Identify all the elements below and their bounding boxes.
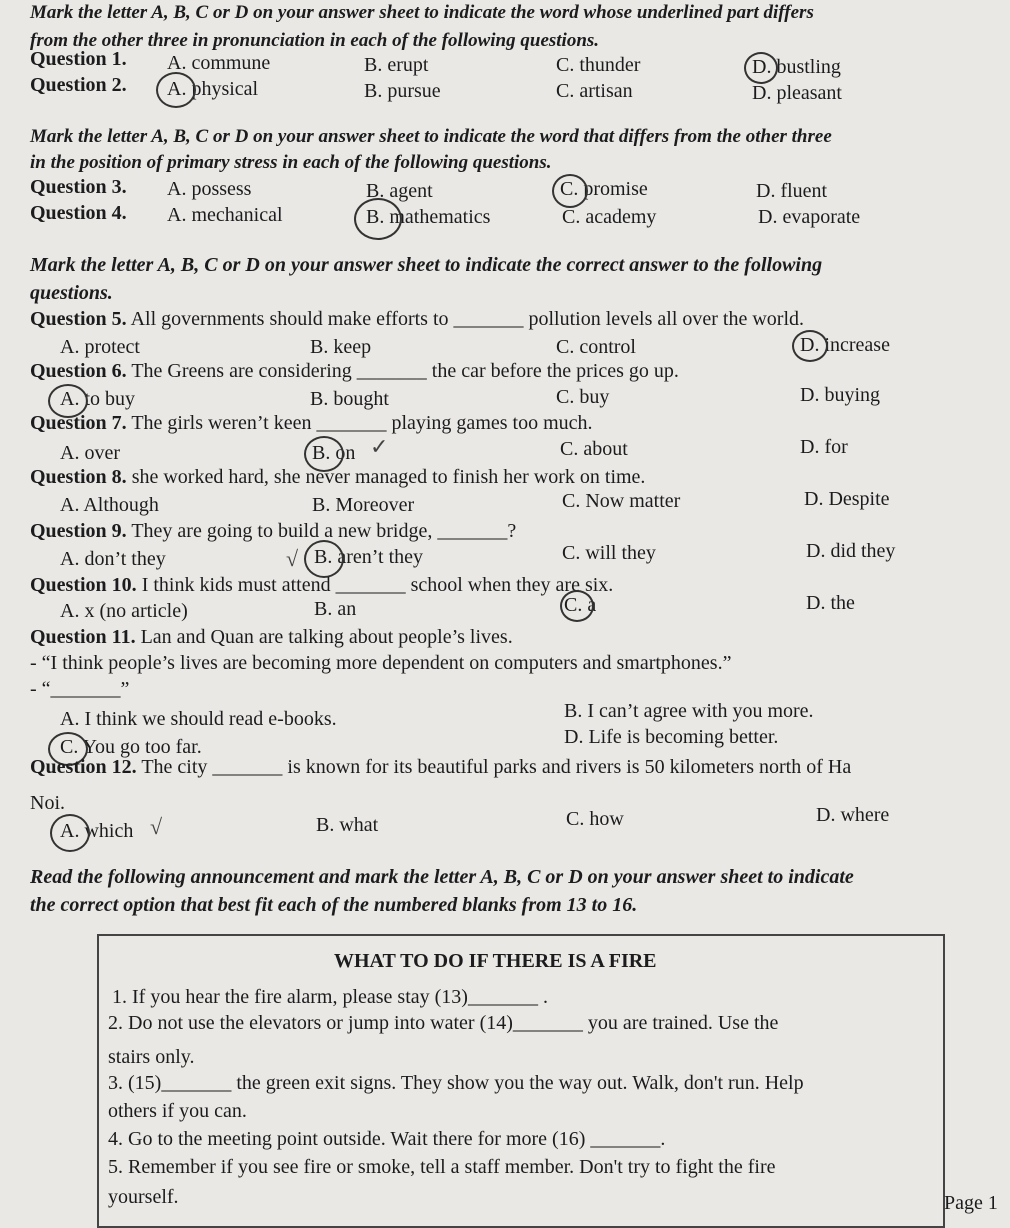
announcement-line-7: 5. Remember if you see fire or smoke, tell a staff member. Don't try to fight the fire bbox=[108, 1156, 776, 1178]
question-9-option-d[interactable]: D. did they bbox=[806, 540, 896, 562]
question-9-option-a[interactable]: A. don’t they bbox=[60, 548, 166, 570]
question-8-stem: she worked hard, she never managed to finish her work on time. bbox=[131, 466, 646, 488]
question-10-option-b[interactable]: B. an bbox=[314, 598, 357, 620]
answer-circle-q12 bbox=[50, 814, 90, 852]
answer-circle-q3 bbox=[552, 174, 588, 208]
question-10-option-a[interactable]: A. x (no article) bbox=[60, 600, 188, 622]
announcement-line-1: 1. If you hear the fire alarm, please stay (13)_______ . bbox=[112, 986, 548, 1008]
question-8-option-b[interactable]: B. Moreover bbox=[312, 494, 415, 516]
question-12-option-b[interactable]: B. what bbox=[316, 814, 379, 836]
question-11-option-c[interactable]: C. You go too far. bbox=[60, 736, 202, 758]
question-10-option-d[interactable]: D. the bbox=[806, 592, 855, 614]
checkmark-icon: ✓ bbox=[370, 434, 389, 459]
checkmark-icon-q9: √ bbox=[286, 546, 299, 571]
answer-circle-q9 bbox=[304, 540, 344, 578]
announcement-line-2: 2. Do not use the elevators or jump into water (14)_______ you are trained. Use the bbox=[108, 1012, 779, 1034]
answer-circle-q5 bbox=[792, 330, 828, 362]
question-10-label: Question 10. bbox=[30, 574, 137, 596]
question-12-option-c[interactable]: C. how bbox=[566, 808, 624, 830]
question-2-option-a[interactable]: A. physical bbox=[167, 78, 259, 100]
question-3-option-d[interactable]: D. fluent bbox=[756, 180, 828, 202]
question-3-option-a[interactable]: A. possess bbox=[167, 178, 252, 200]
instruction-reading-line1: Read the following announcement and mark the letter A, B, C or D on your answer sheet to indicate bbox=[30, 866, 854, 888]
question-7-option-d[interactable]: D. for bbox=[800, 436, 848, 458]
announcement-line-6: 4. Go to the meeting point outside. Wait there for more (16) _______. bbox=[108, 1128, 666, 1150]
question-4-option-c[interactable]: C. academy bbox=[562, 206, 657, 228]
question-2-option-b[interactable]: B. pursue bbox=[364, 80, 441, 102]
question-12-option-a[interactable]: A. which bbox=[60, 820, 134, 842]
question-11-dialogue-line1: - “I think people’s lives are becoming more dependent on computers and smartphones.” bbox=[30, 652, 732, 674]
question-1-option-c[interactable]: C. thunder bbox=[556, 54, 641, 76]
question-9-label: Question 9. bbox=[30, 520, 127, 542]
question-3-label: Question 3. bbox=[30, 176, 127, 198]
instruction-stress-line2: in the position of primary stress in each of the following questions. bbox=[30, 152, 552, 173]
instruction-correct-answer-line2: questions. bbox=[30, 282, 113, 304]
question-9-option-b[interactable]: B. aren’t they bbox=[314, 546, 424, 568]
answer-circle-q2 bbox=[156, 72, 196, 108]
question-8 bbox=[30, 466, 645, 489]
instruction-pronunciation-line1: Mark the letter A, B, C or D on your answer sheet to indicate the word whose underlined part differs bbox=[30, 2, 814, 23]
question-12-stem: The city _______ is known for its beautiful parks and rivers is 50 kilometers north of Ha bbox=[141, 756, 852, 778]
question-3-option-b[interactable]: B. agent bbox=[366, 180, 433, 202]
question-4-option-a[interactable]: A. mechanical bbox=[167, 204, 283, 226]
question-6-option-d[interactable]: D. buying bbox=[800, 384, 880, 406]
question-9-stem: They are going to build a new bridge, _______? bbox=[131, 520, 517, 542]
question-6-label: Question 6. bbox=[30, 360, 127, 382]
question-10-stem: I think kids must attend _______ school when they are six. bbox=[141, 574, 614, 596]
answer-circle-q10 bbox=[560, 590, 597, 622]
question-11-option-a[interactable]: A. I think we should read e-books. bbox=[60, 708, 337, 730]
question-11-label: Question 11. bbox=[30, 626, 136, 648]
question-5-label: Question 5. bbox=[30, 308, 127, 330]
announcement-line-4: 3. (15)_______ the green exit signs. They show you the way out. Walk, don't run. Help bbox=[108, 1072, 804, 1094]
question-11 bbox=[30, 626, 513, 649]
instruction-reading-line2: the correct option that best fit each of the numbered blanks from 13 to 16. bbox=[30, 894, 638, 916]
question-2-label: Question 2. bbox=[30, 74, 127, 96]
question-3-option-c[interactable]: C. promise bbox=[560, 178, 648, 200]
answer-circle-q1 bbox=[744, 52, 778, 84]
question-12 bbox=[30, 756, 851, 779]
question-4-label: Question 4. bbox=[30, 202, 127, 224]
question-10 bbox=[30, 574, 613, 597]
question-1-option-b[interactable]: B. erupt bbox=[364, 54, 429, 76]
question-5-option-b[interactable]: B. keep bbox=[310, 336, 372, 358]
question-6 bbox=[30, 360, 679, 383]
question-2-option-d[interactable]: D. pleasant bbox=[752, 82, 842, 104]
page-number: Page 1 bbox=[944, 1192, 998, 1214]
question-5-option-c[interactable]: C. control bbox=[556, 336, 636, 358]
question-5 bbox=[30, 308, 804, 331]
question-8-label: Question 8. bbox=[30, 466, 127, 488]
question-7-option-b[interactable]: B. on bbox=[312, 442, 356, 464]
question-6-option-b[interactable]: B. bought bbox=[310, 388, 389, 410]
announcement-line-8: yourself. bbox=[108, 1186, 179, 1208]
checkmark-icon-q12: √ bbox=[150, 814, 163, 839]
question-8-option-d[interactable]: D. Despite bbox=[804, 488, 890, 510]
announcement-line-5: others if you can. bbox=[108, 1100, 247, 1122]
question-12-option-d[interactable]: D. where bbox=[816, 804, 890, 826]
announcement-title: WHAT TO DO IF THERE IS A FIRE bbox=[334, 950, 657, 972]
instruction-pronunciation-line2: from the other three in pronunciation in each of the following questions. bbox=[30, 30, 600, 51]
question-5-stem: All governments should make efforts to _______ pollution levels all over the world. bbox=[130, 308, 805, 330]
question-12-stem-continued: Noi. bbox=[30, 792, 65, 814]
question-6-option-a[interactable]: A. to buy bbox=[60, 388, 135, 410]
question-10-option-c[interactable]: C. a bbox=[564, 594, 597, 616]
instruction-stress-line1: Mark the letter A, B, C or D on your answer sheet to indicate the word that differs from the other three bbox=[30, 126, 832, 147]
answer-circle-q4 bbox=[354, 198, 402, 240]
question-1-option-d[interactable]: D. bustling bbox=[752, 56, 841, 78]
question-1-label: Question 1. bbox=[30, 48, 127, 70]
question-5-option-a[interactable]: A. protect bbox=[60, 336, 140, 358]
question-9-option-c[interactable]: C. will they bbox=[562, 542, 656, 564]
question-11-option-b[interactable]: B. I can’t agree with you more. bbox=[564, 700, 814, 722]
question-12-label: Question 12. bbox=[30, 756, 137, 778]
question-11-dialogue-line2: - “_______” bbox=[30, 678, 130, 700]
question-11-stem: Lan and Quan are talking about people’s lives. bbox=[140, 626, 513, 648]
question-1-option-a[interactable]: A. commune bbox=[167, 52, 271, 74]
question-7-option-c[interactable]: C. about bbox=[560, 438, 628, 460]
question-7-stem: The girls weren’t keen _______ playing games too much. bbox=[131, 412, 593, 434]
question-6-stem: The Greens are considering _______ the car before the prices go up. bbox=[131, 360, 679, 382]
announcement-line-3: stairs only. bbox=[108, 1046, 195, 1068]
question-8-option-c[interactable]: C. Now matter bbox=[562, 490, 681, 512]
instruction-correct-answer-line1: Mark the letter A, B, C or D on your answer sheet to indicate the correct answer to the following bbox=[30, 254, 823, 276]
question-2-option-c[interactable]: C. artisan bbox=[556, 80, 633, 102]
question-8-option-a[interactable]: A. Although bbox=[60, 494, 159, 516]
question-4-option-d[interactable]: D. evaporate bbox=[758, 206, 861, 228]
question-11-option-d[interactable]: D. Life is becoming better. bbox=[564, 726, 779, 748]
question-9 bbox=[30, 520, 516, 543]
question-4-option-b[interactable]: B. mathematics bbox=[366, 206, 491, 228]
question-6-option-c[interactable]: C. buy bbox=[556, 386, 610, 408]
question-5-option-d[interactable]: D. increase bbox=[800, 334, 890, 356]
question-7-label: Question 7. bbox=[30, 412, 127, 434]
question-7 bbox=[30, 412, 593, 435]
question-7-option-a[interactable]: A. over bbox=[60, 442, 120, 464]
